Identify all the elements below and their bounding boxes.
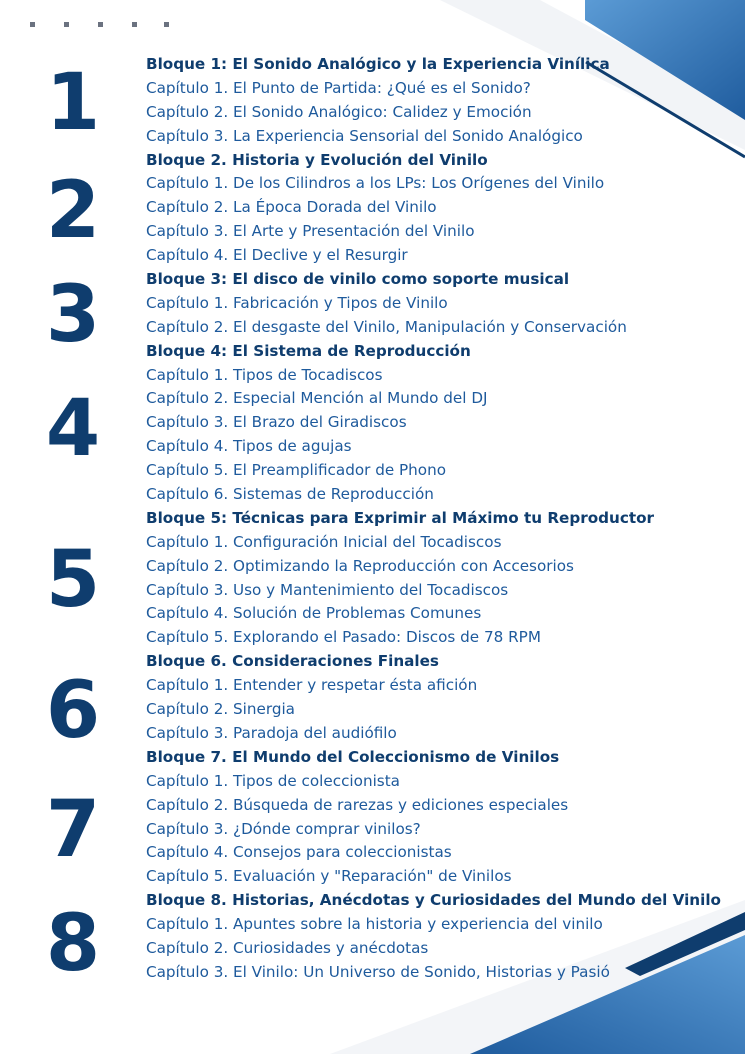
chapter-link[interactable]: Capítulo 4. Consejos para coleccionistas	[146, 843, 452, 862]
block-title[interactable]: Bloque 6. Consideraciones Finales	[146, 652, 439, 671]
block-number: 5	[45, 535, 101, 625]
chapter-link[interactable]: Capítulo 3. El Vinilo: Un Universo de Sonido, Historias y Pasió	[146, 962, 610, 981]
chapter-link[interactable]: Capítulo 1. Fabricación y Tipos de Vinilo	[146, 293, 448, 312]
chapter-link[interactable]: Capítulo 2. Optimizando la Reproducción con Accesorios	[146, 556, 574, 575]
chapter-link[interactable]: Capítulo 1. Apuntes sobre la historia y experiencia del vinilo	[146, 915, 603, 934]
dot	[64, 22, 69, 27]
chapter-link[interactable]: Capítulo 5. Evaluación y "Reparación" de Vinilos	[146, 867, 512, 886]
chapter-link[interactable]: Capítulo 1. Configuración Inicial del Tocadiscos	[146, 532, 502, 551]
block-title[interactable]: Bloque 1: El Sonido Analógico y la Experiencia Vinílica	[146, 55, 610, 73]
chapter-link[interactable]: Capítulo 4. Tipos de agujas	[146, 437, 352, 456]
chapter-link[interactable]: Capítulo 3. El Brazo del Giradiscos	[146, 413, 407, 432]
chapter-link[interactable]: Capítulo 2. Búsqueda de rarezas y ediciones especiales	[146, 795, 569, 814]
chapter-link[interactable]: Capítulo 2. El desgaste del Vinilo, Manipulación y Conservación	[146, 317, 627, 336]
block-number: 3	[45, 270, 101, 360]
chapter-link[interactable]: Capítulo 3. ¿Dónde comprar vinilos?	[146, 819, 421, 838]
chapter-link[interactable]: Capítulo 3. Uso y Mantenimiento del Tocadiscos	[146, 580, 509, 599]
dot	[98, 22, 103, 27]
chapter-link[interactable]: Capítulo 1. Entender y respetar ésta afición	[146, 676, 478, 695]
chapter-link[interactable]: Capítulo 2. El Sonido Analógico: Calidez y Emoción	[146, 102, 532, 121]
chapter-link[interactable]: Capítulo 4. Solución de Problemas Comunes	[146, 604, 482, 623]
block-title[interactable]: Bloque 3: El disco de vinilo como soporte musical	[146, 270, 570, 289]
table-of-contents	[146, 53, 736, 985]
block-number: 2	[45, 166, 101, 256]
chapter-link[interactable]: Capítulo 3. Paradoja del audiófilo	[146, 723, 397, 742]
dot	[30, 22, 35, 27]
chapter-link[interactable]: Capítulo 2. La Época Dorada del Vinilo	[146, 198, 437, 217]
chapter-link[interactable]: Capítulo 1. De los Cilindros a los LPs: Los Orígenes del Vinilo	[146, 174, 605, 193]
chapter-link[interactable]: Capítulo 5. Explorando el Pasado: Discos de 78 RPM	[146, 628, 541, 647]
block-number: 6	[45, 666, 101, 756]
block-number: 7	[45, 785, 101, 875]
chapter-link[interactable]: Capítulo 2. Especial Mención al Mundo del DJ	[146, 389, 488, 408]
dot	[164, 22, 169, 27]
chapter-link[interactable]: Capítulo 3. El Arte y Presentación del Vinilo	[146, 222, 475, 241]
block-title[interactable]: Bloque 5: Técnicas para Exprimir al Máximo tu Reproductor	[146, 508, 655, 527]
block-number: 8	[45, 899, 101, 989]
block-title[interactable]: Bloque 4: El Sistema de Reproducción	[146, 341, 471, 360]
chapter-link[interactable]: Capítulo 1. El Punto de Partida: ¿Qué es el Sonido?	[146, 78, 531, 97]
chapter-link[interactable]: Capítulo 2. Curiosidades y anécdotas	[146, 938, 429, 957]
chapter-link[interactable]: Capítulo 1. Tipos de Tocadiscos	[146, 365, 383, 384]
block-title[interactable]: Bloque 7. El Mundo del Coleccionismo de Vinilos	[146, 747, 560, 766]
block-title[interactable]: Bloque 2. Historia y Evolución del Vinilo	[146, 150, 488, 169]
chapter-link[interactable]: Capítulo 3. La Experiencia Sensorial del Sonido Analógico	[146, 126, 583, 145]
block-title[interactable]: Bloque 8. Historias, Anécdotas y Curiosidades del Mundo del Vinilo	[146, 891, 721, 910]
chapter-link[interactable]: Capítulo 6. Sistemas de Reproducción	[146, 485, 434, 504]
chapter-link[interactable]: Capítulo 2. Sinergia	[146, 700, 295, 719]
chapter-link[interactable]: Capítulo 4. El Declive y el Resurgir	[146, 246, 408, 265]
block-number: 4	[45, 384, 101, 474]
chapter-link[interactable]: Capítulo 5. El Preamplificador de Phono	[146, 461, 447, 480]
dot	[132, 22, 137, 27]
chapter-link[interactable]: Capítulo 1. Tipos de coleccionista	[146, 771, 400, 790]
block-number: 1	[45, 58, 101, 148]
